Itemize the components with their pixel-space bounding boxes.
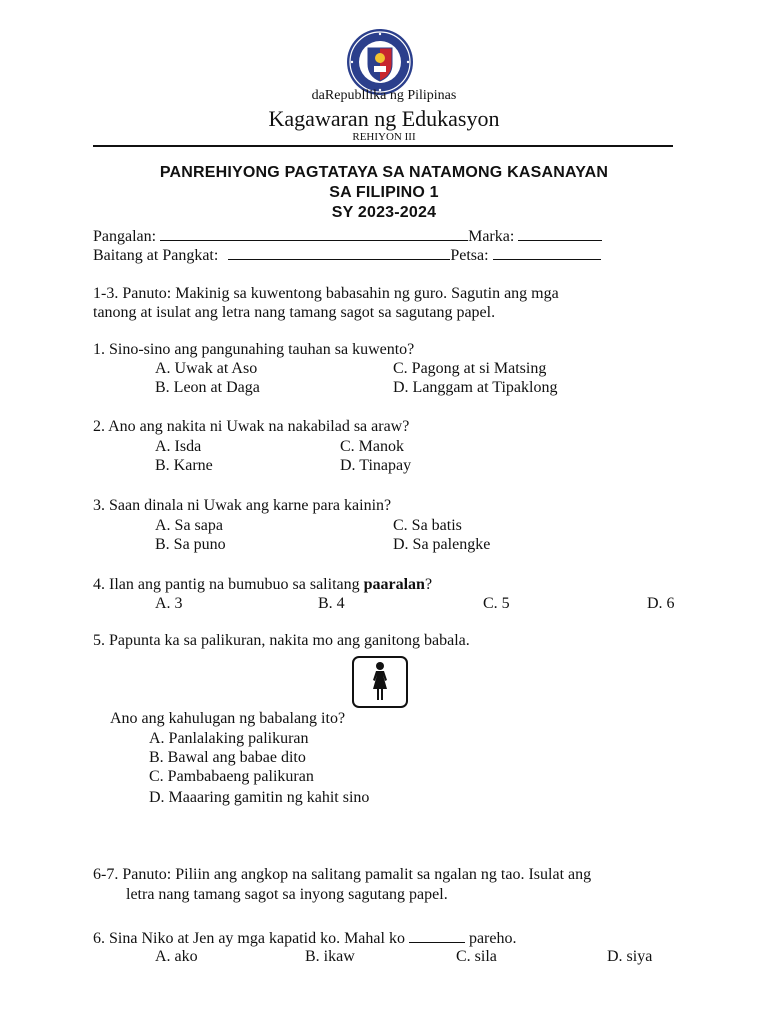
header-divider	[93, 145, 673, 147]
q1-choice-a[interactable]: A. Uwak at Aso	[155, 360, 258, 377]
q6-choice-b[interactable]: B. ikaw	[305, 948, 355, 965]
q4-choice-a[interactable]: A. 3	[155, 595, 183, 612]
region-label: REHIYON III	[352, 131, 416, 143]
republic-line: daRepubllika ng Pilipinas	[311, 88, 457, 103]
q6-blank[interactable]	[409, 929, 465, 943]
q5-choice-b[interactable]: B. Bawal ang babae dito	[149, 749, 306, 766]
q3-choice-c[interactable]: C. Sa batis	[393, 517, 462, 534]
question-3: 3. Saan dinala ni Uwak ang karne para kainin?	[93, 497, 392, 514]
q4-suffix: ?	[424, 576, 433, 593]
q4-keyword: paaralan	[363, 576, 425, 593]
q3-choice-b[interactable]: B. Sa puno	[155, 536, 226, 553]
q1-choice-d[interactable]: D. Langgam at Tipaklong	[393, 379, 558, 396]
question-4	[93, 576, 432, 594]
q3-choice-d[interactable]: D. Sa palengke	[393, 536, 491, 553]
exam-title-line2: SA FILIPINO 1	[329, 184, 439, 201]
department-name: Kagawaran ng Edukasyon	[268, 106, 500, 131]
q5-choice-c[interactable]: C. Pambabaeng palikuran	[149, 768, 314, 785]
exam-title-line1: PANREHIYONG PAGTATAYA SA NATAMONG KASANAYAN	[159, 164, 609, 181]
q1-choice-c[interactable]: C. Pagong at si Matsing	[393, 360, 547, 377]
q5-choice-a[interactable]: A. Panlalaking palikuran	[149, 730, 309, 747]
female-restroom-sign-icon	[352, 656, 408, 708]
name-field-row	[93, 226, 602, 246]
instructions-2-line1: 6-7. Panuto: Piliin ang angkop na salitang pamalit sa ngalan ng tao. Isulat ang	[93, 866, 592, 883]
date-blank[interactable]	[493, 245, 601, 260]
deped-seal-icon	[346, 28, 414, 96]
score-label: Marka:	[468, 228, 515, 245]
q1-choice-b[interactable]: B. Leon at Daga	[155, 379, 260, 396]
grade-blank[interactable]	[228, 245, 450, 260]
q2-choice-d[interactable]: D. Tinapay	[340, 457, 412, 474]
date-label: Petsa:	[450, 247, 489, 264]
q5-question: Ano ang kahulugan ng babalang ito?	[110, 710, 346, 727]
q6-prefix: 6. Sina Niko at Jen ay mga kapatid ko. Mahal ko	[93, 930, 409, 947]
q6-choice-a[interactable]: A. ako	[155, 948, 198, 965]
name-blank[interactable]	[160, 226, 468, 241]
question-5: 5. Papunta ka sa palikuran, nakita mo ang ganitong babala.	[93, 632, 470, 649]
q4-choice-b[interactable]: B. 4	[318, 595, 345, 612]
score-blank[interactable]	[518, 226, 602, 241]
q2-choice-a[interactable]: A. Isda	[155, 438, 202, 455]
q4-choice-d[interactable]: D. 6	[647, 595, 675, 612]
q4-prefix: 4. Ilan ang pantig na bumubuo sa salitang	[93, 576, 364, 593]
q6-choice-d[interactable]: D. siya	[607, 948, 653, 965]
exam-title-line3: SY 2023-2024	[331, 204, 437, 221]
name-label: Pangalan:	[93, 228, 157, 245]
q2-choice-b[interactable]: B. Karne	[155, 457, 213, 474]
q4-choice-c[interactable]: C. 5	[483, 595, 510, 612]
q5-choice-d[interactable]: D. Maaaring gamitin ng kahit sino	[149, 789, 370, 806]
instructions-2-line2: letra nang tamang sagot sa inyong sagutang papel.	[126, 886, 448, 903]
grade-field-row	[93, 245, 601, 265]
q6-choice-c[interactable]: C. sila	[456, 948, 497, 965]
instructions-1-line1: 1-3. Panuto: Makinig sa kuwentong babasahin ng guro. Sagutin ang mga	[93, 285, 559, 302]
question-1: 1. Sino-sino ang pangunahing tauhan sa kuwento?	[93, 341, 415, 358]
instructions-1-line2: tanong at isulat ang letra nang tamang sagot sa sagutang papel.	[93, 304, 496, 321]
question-2: 2. Ano ang nakita ni Uwak na nakabilad sa araw?	[93, 418, 410, 435]
q3-choice-a[interactable]: A. Sa sapa	[155, 517, 223, 534]
question-6	[93, 929, 516, 948]
q6-suffix: pareho.	[464, 930, 517, 947]
q2-choice-c[interactable]: C. Manok	[340, 438, 404, 455]
grade-label: Baitang at Pangkat:	[93, 247, 219, 264]
